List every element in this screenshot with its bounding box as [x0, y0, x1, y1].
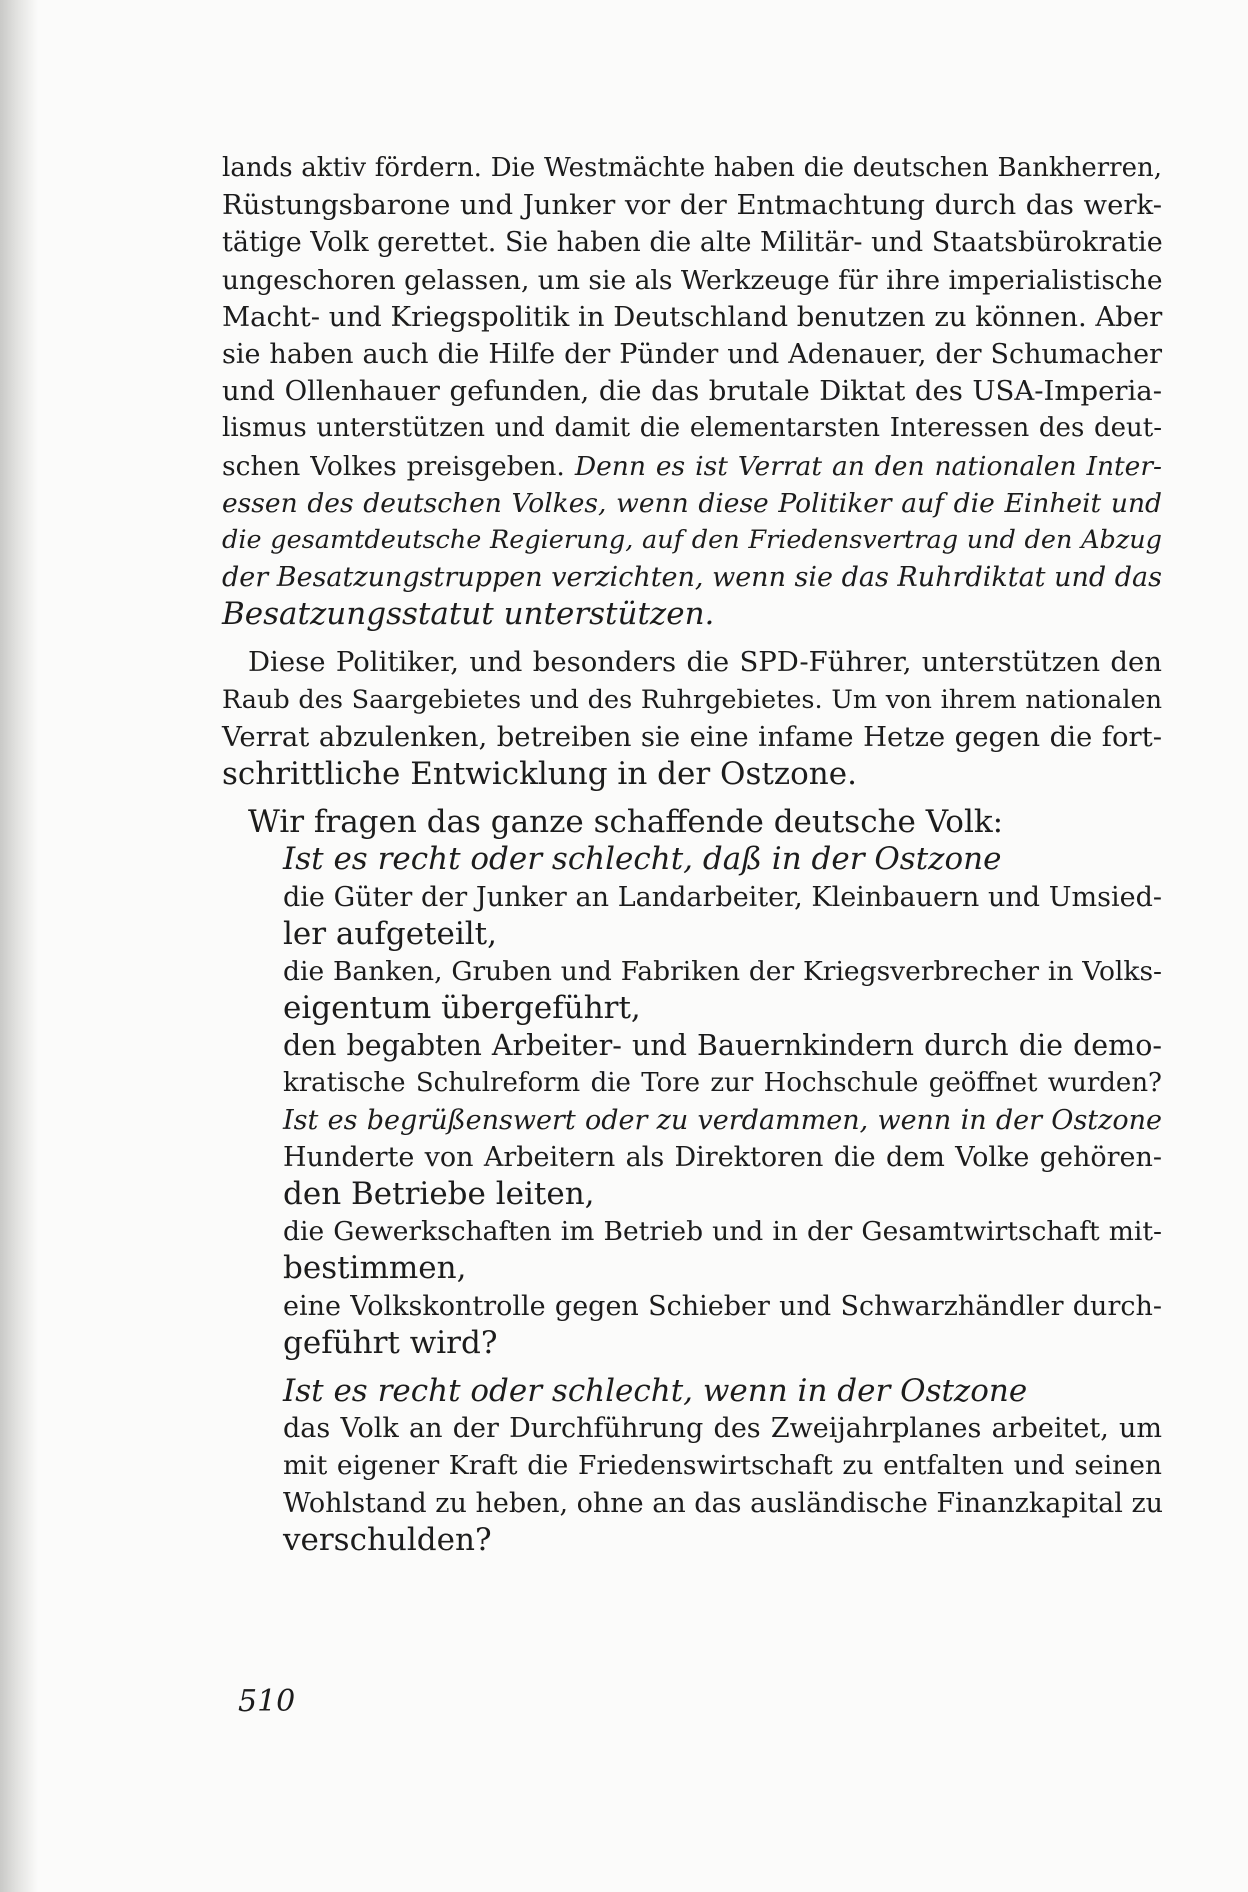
text-line: lismus unterstützen und damit die elementarsten Interessen des deut- [222, 413, 1162, 444]
paragraph-1 [222, 150, 1162, 633]
text-line: eine Volkskontrolle gegen Schieber und Schwarzhändler durch- [283, 1290, 1162, 1322]
text-line: kratische Schulreform die Tore zur Hochschule geöffnet wurden? [283, 1067, 1162, 1098]
text-line: den Betriebe leiten, [283, 1176, 595, 1213]
text-line: Macht- und Kriegspolitik in Deutschland benutzen zu können. Aber [222, 300, 1163, 333]
roman-run: schen Volkes preisgeben. [222, 450, 575, 482]
text-line: Verrat abzulenken, betreiben sie eine infame Hetze gegen die fort- [222, 720, 1162, 753]
text-line: Rüstungsbarone und Junker vor der Entmachtung durch das werk- [222, 189, 1162, 222]
text-line: sie haben auch die Hilfe der Pünder und Adenauer, der Schumacher [222, 338, 1162, 370]
text-line: Wir fragen das ganze schaffende deutsche Volk: [248, 804, 1004, 841]
text-line: verschulden? [283, 1521, 492, 1558]
text-line: die Gewerkschaften im Betrieb und in der Gesamtwirtschaft mit- [283, 1216, 1162, 1248]
page-number: 510 [238, 1684, 296, 1719]
italic-text-line: essen des deutschen Volkes, wenn diese Politiker auf die Einheit und [222, 487, 1162, 519]
scan-edge-shadow [0, 0, 38, 1892]
italic-run: Denn es ist Verrat an den nationalen Inter- [574, 450, 1162, 482]
question-heading: Ist es recht oder schlecht, daß in der Ostzone [283, 841, 1002, 878]
text-line: und Ollenhauer gefunden, die das brutale Diktat des USA-Imperia- [222, 375, 1162, 408]
text-line: ler aufgeteilt, [283, 915, 497, 952]
italic-text-line: Besatzungsstatut unterstützen. [222, 596, 715, 633]
text-line: tätige Volk gerettet. Sie haben die alte Militär- und Staatsbürokratie [222, 227, 1163, 259]
question-heading: Ist es begrüßenswert oder zu verdammen, wenn in der Ostzone [283, 1104, 1162, 1136]
text-line: Raub des Saargebietes und des Ruhrgebietes. Um von ihrem nationalen [222, 684, 1162, 715]
question-block-3 [222, 1373, 1162, 1559]
text-line: eigentum übergeführt, [283, 990, 641, 1027]
text-line: schrittliche Entwicklung in der Ostzone. [222, 756, 857, 792]
italic-text-line: der Besatzungstruppen verzichten, wenn sie das Ruhrdiktat und das [222, 562, 1162, 594]
question-heading: Ist es recht oder schlecht, wenn in der Ostzone [283, 1373, 1028, 1409]
text-line-mixed [222, 448, 1162, 485]
paragraph-2 [222, 644, 1162, 793]
text-line: das Volk an der Durchführung des Zweijahrplanes arbeitet, um [283, 1413, 1162, 1445]
book-page-text [222, 150, 1162, 1559]
text-line: bestimmen, [283, 1250, 467, 1287]
text-line: mit eigener Kraft die Friedenswirtschaft zu entfalten und seinen [283, 1450, 1162, 1482]
text-line: ungeschoren gelassen, um sie als Werkzeuge für ihre imperialistische [222, 264, 1163, 296]
text-line: den begabten Arbeiter- und Bauernkindern durch die demo- [283, 1029, 1162, 1063]
text-line: die Güter der Junker an Landarbeiter, Kleinbauern und Umsied- [283, 881, 1162, 913]
italic-text-line: die gesamtdeutsche Regierung, auf den Friedensvertrag und den Abzug [222, 524, 1162, 555]
question-block-1 [222, 841, 1162, 1101]
text-line: Wohlstand zu heben, ohne an das ausländische Finanzkapital zu [283, 1487, 1164, 1519]
text-line: Hunderte von Arbeitern als Direktoren die dem Volke gehören- [283, 1141, 1162, 1173]
text-line: die Banken, Gruben und Fabriken der Kriegsverbrecher in Volks- [283, 955, 1162, 987]
text-line: Diese Politiker, und besonders die SPD-Führer, unterstützen den [248, 646, 1162, 679]
text-line: lands aktiv fördern. Die Westmächte haben die deutschen Bankherren, [222, 153, 1162, 183]
paragraph-3 [222, 804, 1162, 1559]
text-line: geführt wird? [283, 1324, 498, 1361]
question-block-2 [222, 1102, 1162, 1362]
